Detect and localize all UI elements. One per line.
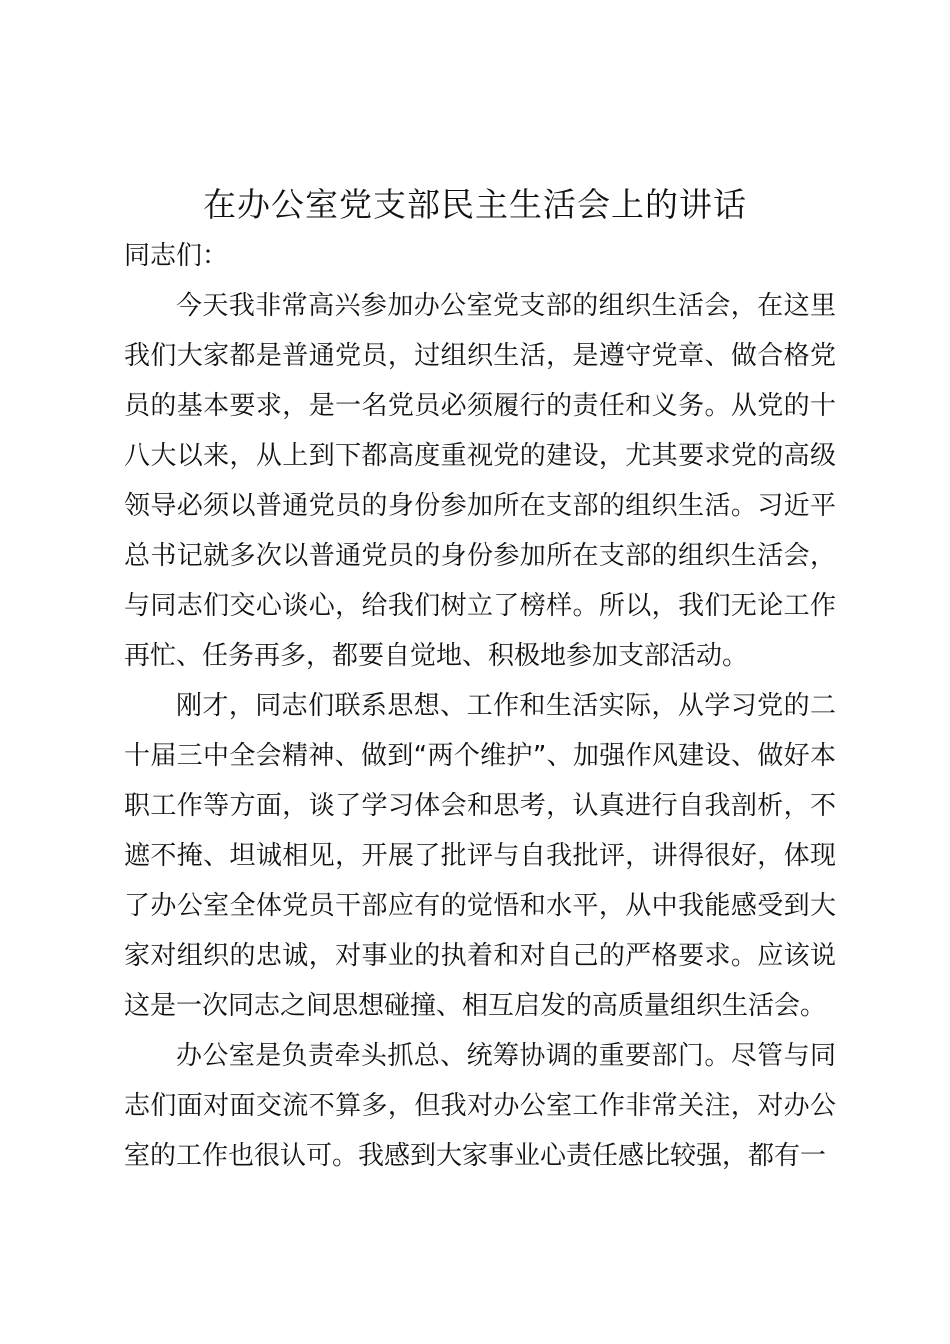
paragraph-2: 刚才，同志们联系思想、工作和生活实际，从学习党的二十届三中全会精神、做到“两个维护”、加强作风建设、做好本职工作等方面，谈了学习体会和思考，认真进行自我剖析，不遮不掩、坦诚相见，开展了批评与自我批评，讲得很好，体现了办公室全体党员干部应有的觉悟和水平，从中我能感受到大家对组织的忠诚，对事业的执着和对自己的严格要求。应该说这是一次同志之间思想碰撞、相互启发的高质量组织生活会。 (124, 691, 836, 1021)
document-body (124, 231, 836, 1181)
greeting-line: 同志们： (124, 241, 229, 271)
paragraph-1: 今天我非常高兴参加办公室党支部的组织生活会，在这里我们大家都是普通党员，过组织生活，是遵守党章、做合格党员的基本要求，是一名党员必须履行的责任和义务。从党的十八大以来，从上到下都高度重视党的建设，尤其要求党的高级领导必须以普通党员的身份参加所在支部的组织生活。习近平总书记就多次以普通党员的身份参加所在支部的组织生活会，与同志们交心谈心，给我们树立了榜样。所以，我们无论工作再忙、任务再多，都要自觉地、积极地参加支部活动。 (124, 291, 836, 671)
document-title: 在办公室党支部民主生活会上的讲话 (203, 185, 747, 224)
paragraph-3: 办公室是负责牵头抓总、统筹协调的重要部门。尽管与同志们面对面交流不算多，但我对办公室工作非常关注，对办公室的工作也很认可。我感到大家事业心责任感比较强，都有一 (124, 1041, 836, 1171)
